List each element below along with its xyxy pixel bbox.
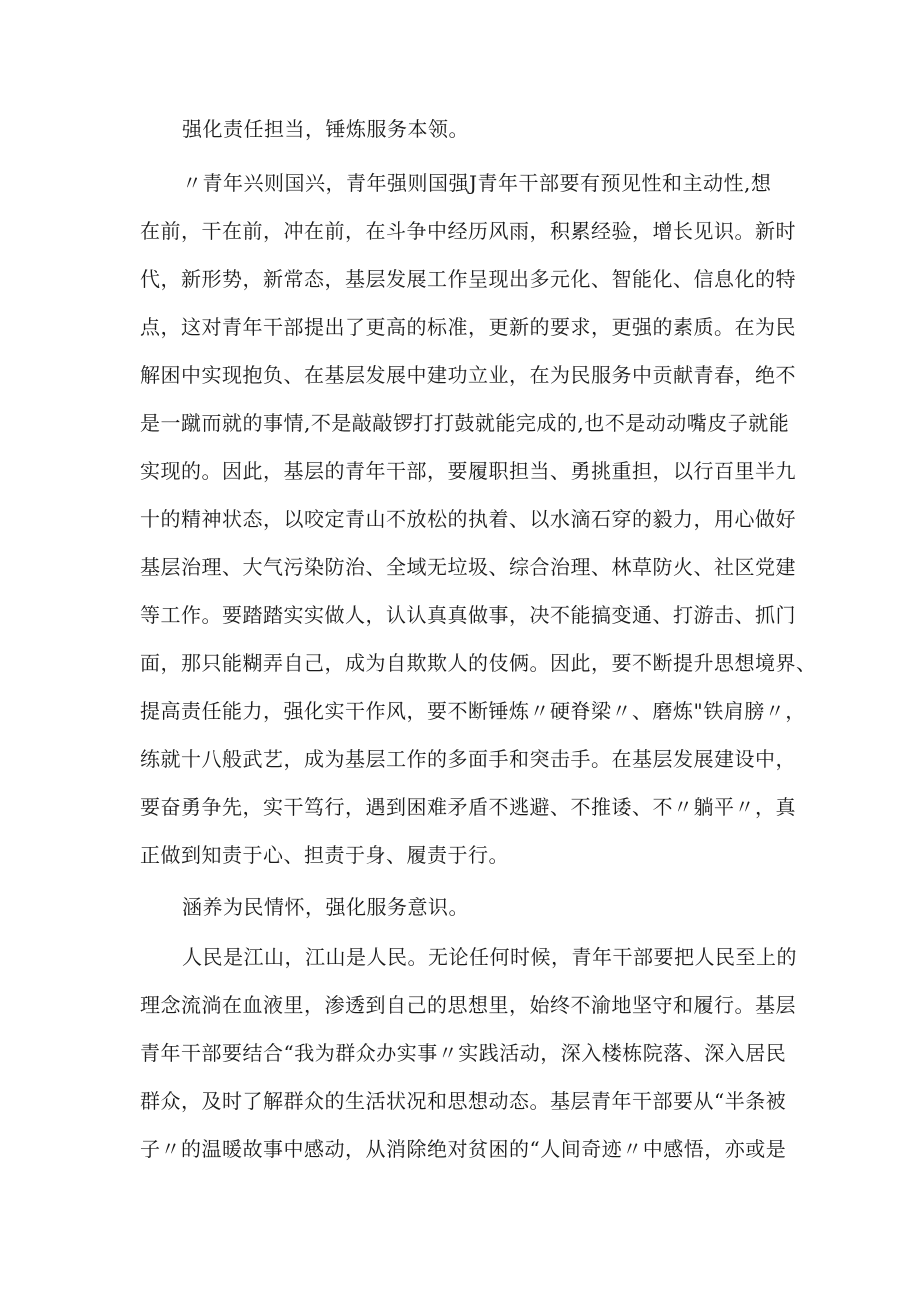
paragraph-line: 面，那只能糊弄自己，成为自欺欺人的伎俩。因此，要不断提升思想境界、	[140, 651, 817, 675]
paragraph-line: 要奋勇争先，实干笃行，遇到困难矛盾不逃避、不推诿、不〃躺平〃，真	[140, 795, 796, 819]
paragraph-line: 代，新形势，新常态，基层发展工作呈现出多元化、智能化、信息化的特	[140, 267, 796, 291]
paragraph-line: 解困中实现抱负、在基层发展中建功立业，在为民服务中贡献青春，绝不	[140, 363, 796, 387]
paragraph-line: 点，这对青年干部提出了更高的标准，更新的要求，更强的素质。在为民	[140, 315, 796, 339]
paragraph-line: 青年干部要结合“我为群众办实事〃实践活动，深入楼栋院落、深入居民	[140, 1041, 787, 1065]
paragraph-line: 群众，及时了解群众的生活状况和思想动态。基层青年干部要从“半条被	[140, 1089, 787, 1113]
paragraph-line: 〃青年兴则国兴，青年强则国强J青年干部要有预见性和主动性,想	[182, 171, 772, 195]
paragraph-line: 理念流淌在血液里，渗透到自己的思想里，始终不渝地坚守和履行。基层	[140, 993, 796, 1017]
paragraph-line: 人民是江山，江山是人民。无论任何时候，青年干部要把人民至上的	[182, 945, 797, 969]
section-heading-1: 强化责任担当，锤炼服务本领。	[182, 117, 469, 141]
section-heading-2: 涵养为民情怀，强化服务意识。	[182, 895, 469, 919]
paragraph-line: 正做到知责于心、担责于身、履责于行。	[140, 843, 509, 867]
paragraph-line: 提高责任能力，强化实干作风，要不断锤炼〃硬脊梁〃、磨炼"铁肩膀〃，	[140, 699, 806, 723]
paragraph-line: 子〃的温暖故事中感动，从消除绝对贫困的“人间奇迹〃中感悟，亦或是	[140, 1137, 787, 1161]
paragraph-line: 实现的。因此，基层的青年干部，要履职担当、勇挑重担，以行百里半九	[140, 459, 796, 483]
paragraph-line: 是一蹴而就的事情,不是敲敲锣打打鼓就能完成的,也不是动动嘴皮子就能	[140, 411, 790, 435]
paragraph-line: 等工作。要踏踏实实做人，认认真真做事，决不能搞变通、打游击、抓门	[140, 603, 796, 627]
paragraph-line: 十的精神状态，以咬定青山不放松的执着、以水滴石穿的毅力，用心做好	[140, 507, 796, 531]
paragraph-line: 基层治理、大气污染防治、全域无垃圾、综合治理、林草防火、社区党建	[140, 555, 796, 579]
paragraph-line: 练就十八般武艺，成为基层工作的多面手和突击手。在基层发展建设中，	[140, 747, 796, 771]
paragraph-line: 在前，干在前，冲在前，在斗争中经历风雨，积累经验，增长见识。新时	[140, 219, 796, 243]
